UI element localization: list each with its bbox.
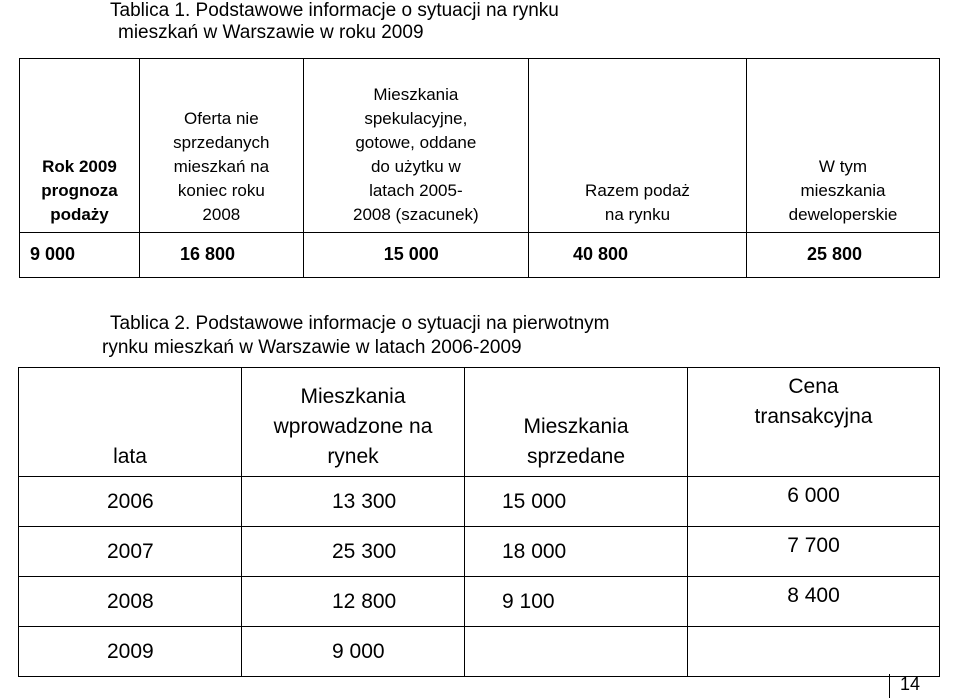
header-line: lata: [113, 445, 147, 468]
header-line: latach 2005-: [369, 181, 463, 200]
header-line: deweloperskie: [788, 205, 898, 224]
table2-header-cell: [19, 368, 242, 477]
table1-value-cell: 15 000: [303, 233, 528, 278]
introduced-cell: 9 000: [242, 627, 465, 677]
header-line: na rynku: [604, 205, 671, 224]
year-cell: 2006: [19, 477, 242, 527]
header-line: Oferta nie: [184, 109, 259, 128]
sold-cell: [465, 627, 688, 677]
header-line: transakcyjna: [754, 405, 873, 428]
header-line: prognoza: [41, 181, 118, 200]
table2-title-line2: rynku mieszkań w Warszawie w latach 2006-2009: [102, 337, 522, 358]
table1-header-cell: [529, 59, 747, 233]
table-row: [19, 527, 940, 577]
table1-value-cell: 16 800: [139, 233, 303, 278]
header-line: mieszkania: [800, 181, 886, 200]
year-cell: 2007: [19, 527, 242, 577]
header-line: Rok 2009: [42, 157, 117, 176]
table1-header-cell: [20, 59, 140, 233]
table1: [19, 58, 940, 278]
header-line: sprzedane: [526, 445, 626, 468]
header-line: do użytku w: [370, 157, 461, 176]
sold-cell: 15 000: [465, 477, 688, 527]
table-row: [19, 477, 940, 527]
page-number: 14: [889, 674, 920, 698]
table1-header-cell: [139, 59, 303, 233]
table-row: [19, 627, 940, 677]
header-line: Razem podaż: [585, 181, 690, 200]
price-cell: 8 400: [688, 577, 940, 627]
header-line: 2008 (szacunek): [353, 205, 479, 224]
table2-title: [102, 312, 610, 360]
year-cell: 2008: [19, 577, 242, 627]
header-line: mieszkań na: [173, 157, 270, 176]
header-line: koniec roku: [177, 181, 265, 200]
table1-value-cell: 25 800: [747, 233, 940, 278]
price-cell: [688, 627, 940, 677]
table1-value-cell: 40 800: [529, 233, 747, 278]
header-line: W tym: [818, 157, 868, 176]
introduced-cell: 25 300: [242, 527, 465, 577]
header-line: rynek: [327, 445, 379, 468]
header-line: 2008: [202, 205, 241, 224]
sold-cell: 18 000: [465, 527, 688, 577]
header-line: Cena: [788, 375, 839, 398]
table1-value-cell: 9 000: [20, 233, 140, 278]
price-cell: 6 000: [688, 477, 940, 527]
table-row: [19, 577, 940, 627]
header-line: Mieszkania: [300, 385, 406, 408]
introduced-cell: 13 300: [242, 477, 465, 527]
table2-header-cell: [242, 368, 465, 477]
price-cell: 7 700: [688, 527, 940, 577]
header-line: sprzedanych: [173, 133, 270, 152]
table1-title-line1: Tablica 1. Podstawowe informacje o sytuacji na rynku: [110, 0, 559, 21]
table2-header-cell: [688, 368, 940, 477]
header-line: podaży: [50, 205, 109, 224]
header-line: wprowadzone na: [273, 415, 433, 438]
table2: [18, 367, 940, 677]
header-line: Mieszkania: [373, 85, 459, 104]
year-cell: 2009: [19, 627, 242, 677]
table2-title-line1: Tablica 2. Podstawowe informacje o sytuacji na pierwotnym: [110, 313, 610, 334]
table1-title-line2: mieszkań w Warszawie w roku 2009: [118, 22, 424, 43]
header-line: spekulacyjne,: [364, 109, 468, 128]
table1-header-cell: [747, 59, 940, 233]
sold-cell: 9 100: [465, 577, 688, 627]
header-line: gotowe, oddane: [355, 133, 477, 152]
table2-header-cell: [465, 368, 688, 477]
introduced-cell: 12 800: [242, 577, 465, 627]
table1-header-cell: [303, 59, 528, 233]
header-line: Mieszkania: [523, 415, 629, 438]
table1-title: [110, 0, 559, 44]
